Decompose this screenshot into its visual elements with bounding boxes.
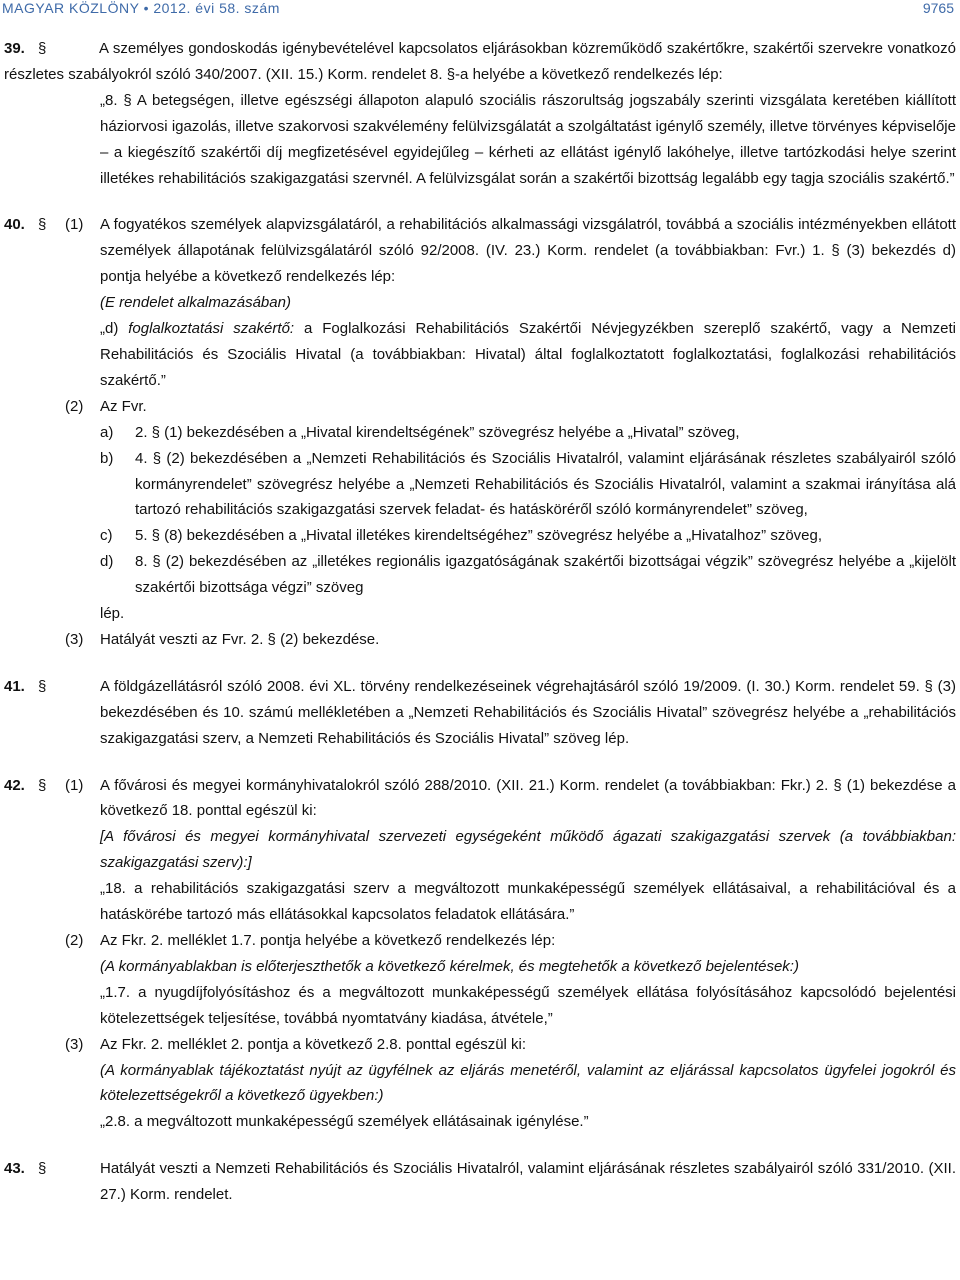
journal-title: MAGYAR KÖZLÖNY • 2012. évi 58. szám [2, 0, 280, 16]
list-closing: lép. [100, 605, 125, 623]
section-text: A földgázellátásról szóló 2008. évi XL. törvény rendelkezéseinek végrehajtásáról szóló 19/2009. (I. 30.) Korm. rendelet 59. § (3) bekezdésében és 10. számú mellékletében a „Nemzeti Rehabilitációs és Szociális Hivatal” szövegrész helyébe a „rehabilitációs szakigazgatási szerv, a Nemzeti Rehabilitációs és Szociális Hivatal” szöveg lép. [100, 677, 956, 747]
subsection-number: (1) [65, 216, 84, 234]
document-body [4, 36, 956, 1208]
section-42 [4, 773, 956, 1136]
list-text: 5. § (8) bekezdésében a „Hivatal illetékes kirendeltségéhez” szövegrész helyébe a „Hivatalhoz” szöveg, [135, 527, 823, 545]
section-number: 43. [4, 1160, 25, 1178]
subsection-3 [4, 627, 956, 653]
context-note: (A kormányablakban is előterjeszthetők a következő kérelmek, és megtehetők a következő bejelentések:) [100, 957, 799, 975]
section-number: 42. [4, 776, 25, 794]
subsection-text: Az Fvr. [100, 397, 147, 415]
section-40 [4, 212, 956, 652]
quoted-provision: „18. a rehabilitációs szakigazgatási szerv a megváltozott munkaképességű személyek ellátásaival, a rehabilitációval és a hatáskörébe tartozó más ellátásokkal kapcsolatos feladatok ellátására.” [100, 880, 956, 924]
list-item [4, 523, 956, 549]
section-41 [4, 674, 956, 752]
section-number: 41. [4, 677, 25, 695]
context-note: (A kormányablak tájékoztatást nyújt az ügyfélnek az eljárás menetéről, valamint az eljárással kapcsolatos ügyfelei jogokról és kötelezettségekről a következő ügyekben:) [100, 1061, 956, 1105]
subsection-number: (3) [65, 1035, 84, 1053]
subsection-text: A fogyatékos személyek alapvizsgálatáról, a rehabilitációs alkalmassági vizsgálatról, továbbá a szociális intézményekben ellátott személyek állapotának felülvizsgálatáról szóló 92/2008. (IV. 23.) Korm. rendelet (a továbbiakban: Fvr.) 1. § (3) bekezdés d) pontja helyébe a következő rendelkezés lép: [100, 216, 956, 286]
quoted-provision: „d) foglalkoztatási szakértő: a Foglalkozási Rehabilitációs Szakértői Névjegyzékben szereplő szakértő, vagy a Nemzeti Rehabilitációs és Szociális Hivatal (a továbbiakban: Hivatal) által foglalkoztatott foglalkoztatási, foglalkozási rehabilitációs szakértő.” [100, 320, 957, 389]
quoted-provision: „8. § A betegségen, illetve egészségi állapoton alapuló szociális rászorultság jogszabály szerinti vizsgálata keretében kiállított háziorvosi igazolás, illetve szakorvosi szakvélemény felülvizsgálatát a szolgáltatást igénylő személy, illetve törvényes képviselője – a kiegészítő szakértői díj megfizetésével egyidejűleg – kérheti az ellátást igénylő lakóhelye, illetve tartózkodási helye szerint illetékes rehabilitációs szakigazgatási szervnél. A felülvizsgálat során a szakértői bizottság legalább egy tagja szociális szakértő.” [100, 91, 956, 187]
section-text: Hatályát veszti a Nemzeti Rehabilitációs és Szociális Hivatalról, valamint eljárásának részletes szabályairól szóló 331/2010. (XII. 27.) Korm. rendelet. [100, 1160, 956, 1204]
section-sign: § [38, 677, 47, 695]
list-item [4, 549, 956, 601]
subsection-3 [4, 1032, 956, 1136]
subsection-2 [4, 394, 956, 627]
subsection-text: Hatályát veszti az Fvr. 2. § (2) bekezdése. [100, 630, 380, 648]
subsection-number: (2) [65, 932, 84, 949]
list-item [4, 446, 956, 524]
context-note: [A fővárosi és megyei kormányhivatal szervezeti egységeként működő ágazati szakigazgatási szervek (a továbbiakban: szakigazgatási szerv):] [100, 828, 956, 872]
section-sign: § [38, 1160, 47, 1178]
list-text: 8. § (2) bekezdésében az „illetékes regionális igazgatóságának szakértői bizottságai végzik” szövegrész helyébe a „kijelölt szakértői bizottsága végzi” szöveg [135, 553, 956, 597]
section-number: 39. [4, 40, 25, 57]
section-sign: § [38, 40, 47, 57]
quoted-provision: „2.8. a megváltozott munkaképességű személyek ellátásainak igénylése.” [100, 1113, 589, 1131]
section-43 [4, 1156, 956, 1208]
subsection-number: (1) [65, 776, 84, 794]
list-item [4, 420, 956, 446]
subsection-number: (2) [65, 397, 84, 415]
list-letter: c) [100, 527, 113, 545]
subsection-number: (3) [65, 630, 84, 648]
section-39 [4, 36, 956, 191]
subsection-text: A fővárosi és megyei kormányhivatalokról szóló 288/2010. (XII. 21.) Korm. rendelet (a továbbiakban: Fkr.) 2. § (1) bekezdése a következő 18. ponttal egészül ki: [100, 776, 956, 820]
subsection-text: Az Fkr. 2. melléklet 1.7. pontja helyébe a következő rendelkezés lép: [100, 932, 556, 949]
section-sign: § [38, 216, 47, 234]
section-sign: § [38, 776, 47, 794]
subsection-1 [4, 212, 956, 393]
list-letter: d) [100, 553, 114, 571]
list-text: 4. § (2) bekezdésében a „Nemzeti Rehabilitációs és Szociális Hivatalról, valamint eljárásának részletes szabályairól szóló kormányrendelet” szövegrész helyébe a „Nemzeti Rehabilitációs és Szociális Hivatalról, valamint a szakmai irányítása alá tartozó rehabilitációs szakigazgatási szervek feladat- és hatásköréről szóló kormányrendelet” szöveg, [135, 449, 956, 519]
list-letter: b) [100, 449, 114, 467]
context-note: (E rendelet alkalmazásában) [100, 294, 291, 312]
list-text: 2. § (1) bekezdésében a „Hivatal kirendeltségének” szövegrész helyébe a „Hivatal” szöveg, [135, 423, 740, 441]
section-number: 40. [4, 216, 25, 234]
page-number: 9765 [922, 0, 954, 16]
subsection-2 [4, 928, 956, 1032]
page-header [0, 0, 960, 16]
quoted-provision: „1.7. a nyugdíjfolyósításhoz és a megváltozott munkaképességű személyek ellátása folyósításához kapcsolódó bejelentési kötelezettségek teljesítése, továbbá nyomtatvány kiadása, átvétele,” [100, 983, 956, 1027]
subsection-1 [4, 773, 956, 928]
subsection-text: Az Fkr. 2. melléklet 2. pontja a következő 2.8. ponttal egészül ki: [100, 1035, 527, 1053]
list-letter: a) [100, 423, 114, 441]
section-text: A személyes gondoskodás igénybevételével kapcsolatos eljárásokban közreműködő szakértőkre, szakértői szervekre vonatkozó részletes szabályokról szóló 340/2007. (XII. 15.) Korm. rendelet 8. §-a helyébe a következő rendelkezés lép: [4, 40, 956, 83]
